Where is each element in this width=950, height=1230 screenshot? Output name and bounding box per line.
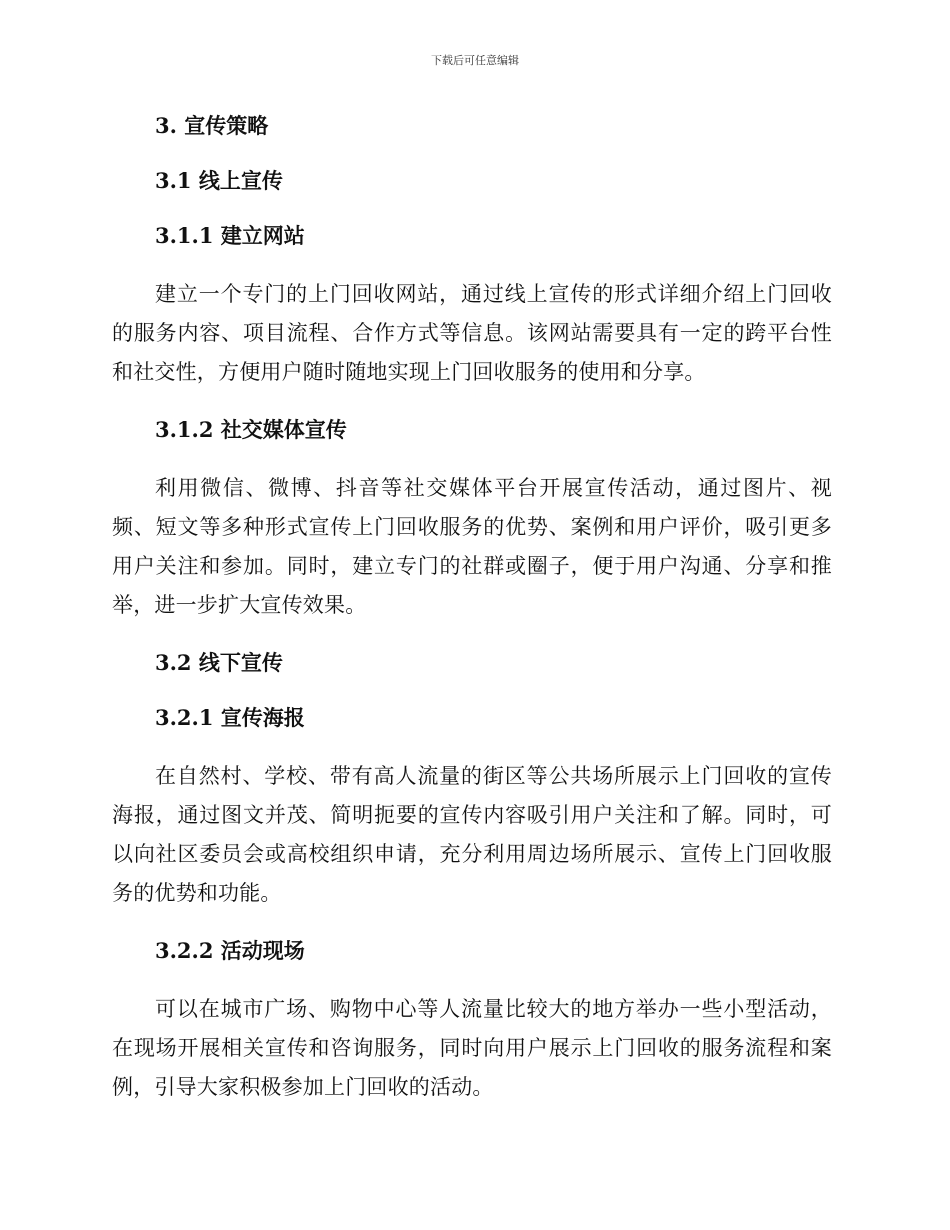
heading-section-3-1-2: 3.1.2 社交媒体宣传 — [155, 417, 347, 442]
paragraph-social-media: 利用微信、微博、抖音等社交媒体平台开展宣传活动，通过图片、视频、短文等多种形式宣传上门回收服务的优势、案例和用户评价，吸引更多用户关注和参加。同时，建立专门的社群或圈子，便于用户沟通、分享和推举，进一步扩大宣传效果。 — [112, 476, 832, 617]
heading-section-3-2-1: 3.2.1 宣传海报 — [155, 705, 305, 730]
document-body — [112, 110, 832, 1107]
heading-section-3-2: 3.2 线下宣传 — [155, 650, 283, 675]
heading-section-3: 3. 宣传策略 — [155, 113, 269, 138]
header-note: 下载后可任意编辑 — [431, 54, 519, 67]
paragraph-event-site: 可以在城市广场、购物中心等人流量比较大的地方举办一些小型活动，在现场开展相关宣传和咨询服务，同时向用户展示上门回收的服务流程和案例，引导大家积极参加上门回收的活动。 — [112, 997, 832, 1099]
heading-section-3-2-2: 3.2.2 活动现场 — [155, 938, 305, 963]
paragraph-build-website: 建立一个专门的上门回收网站，通过线上宣传的形式详细介绍上门回收的服务内容、项目流程、合作方式等信息。该网站需要具有一定的跨平台性和社交性，方便用户随时随地实现上门回收服务的使用和分享。 — [112, 282, 832, 384]
heading-section-3-1-1: 3.1.1 建立网站 — [155, 223, 305, 248]
heading-section-3-1: 3.1 线上宣传 — [155, 168, 283, 193]
paragraph-posters: 在自然村、学校、带有高人流量的街区等公共场所展示上门回收的宣传海报，通过图文并茂、简明扼要的宣传内容吸引用户关注和了解。同时，可以向社区委员会或高校组织申请，充分利用周边场所展示、宣传上门回收服务的优势和功能。 — [112, 764, 832, 905]
